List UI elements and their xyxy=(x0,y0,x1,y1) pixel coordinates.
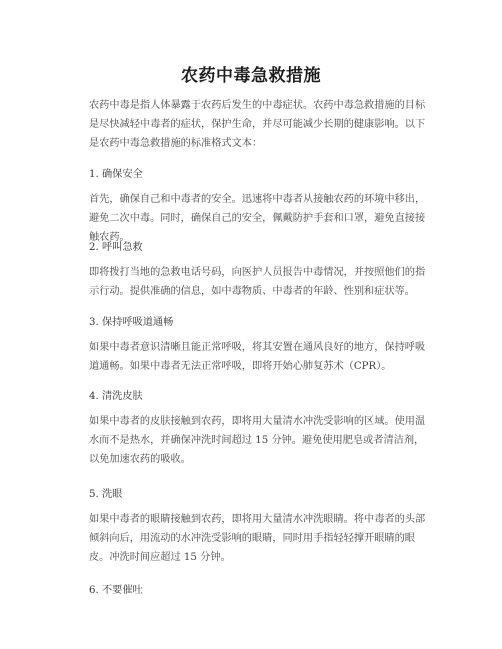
section-body-call-emergency: 即将拨打当地的急救电话号码，向医护人员报告中毒情况，并按照他们的指示行动。提供准确的信息，如中毒物质、中毒者的年龄、性别和症状等。 xyxy=(89,267,426,297)
section-heading-airway: 3. 保持呼吸道通畅 xyxy=(89,317,174,328)
section-heading-wash-eyes: 5. 洗眼 xyxy=(89,489,123,500)
section-heading-safety: 1. 确保安全 xyxy=(89,169,143,180)
section-body-safety: 首先，确保自己和中毒者的安全。迅速将中毒者从接触农药的环境中移出，避免二次中毒。同时，确保自己的安全，佩戴防护手套和口罩，避免直接接触农药。 xyxy=(89,194,426,243)
document-title: 农药中毒急救措施 xyxy=(181,66,321,86)
section-body-wash-eyes: 如果中毒者的眼睛接触到农药，即将用大量清水冲洗眼睛。将中毒者的头部倾斜向后，用流动的水冲洗受影响的眼睛，同时用手指轻轻撑开眼睛的眼皮。冲洗时间应超过 15 分钟。 xyxy=(89,514,426,563)
section-body-airway: 如果中毒者意识清晰且能正常呼吸，将其安置在通风良好的地方，保持呼吸道通畅。如果中毒者无法正常呼吸，即将开始心肺复苏术（CPR）。 xyxy=(89,342,426,372)
section-heading-no-vomit: 6. 不要催吐 xyxy=(89,585,143,596)
section-body-wash-skin: 如果中毒者的皮肤接触到农药，即将用大量清水冲洗受影响的区域。使用温水而不是热水，并确保冲洗时间超过 15 分钟。避免使用肥皂或者清洁剂，以免加速农药的吸收。 xyxy=(89,416,426,465)
section-heading-wash-skin: 4. 清洗皮肤 xyxy=(89,391,143,402)
section-heading-call-emergency: 2. 呼叫急救 xyxy=(89,242,143,253)
intro-paragraph: 农药中毒是指人体暴露于农药后发生的中毒症状。农药中毒急救措施的目标是尽快减轻中毒者的症状，保护生命，并尽可能减少长期的健康影响。以下是农药中毒急救措施的标准格式文本： xyxy=(89,100,426,149)
